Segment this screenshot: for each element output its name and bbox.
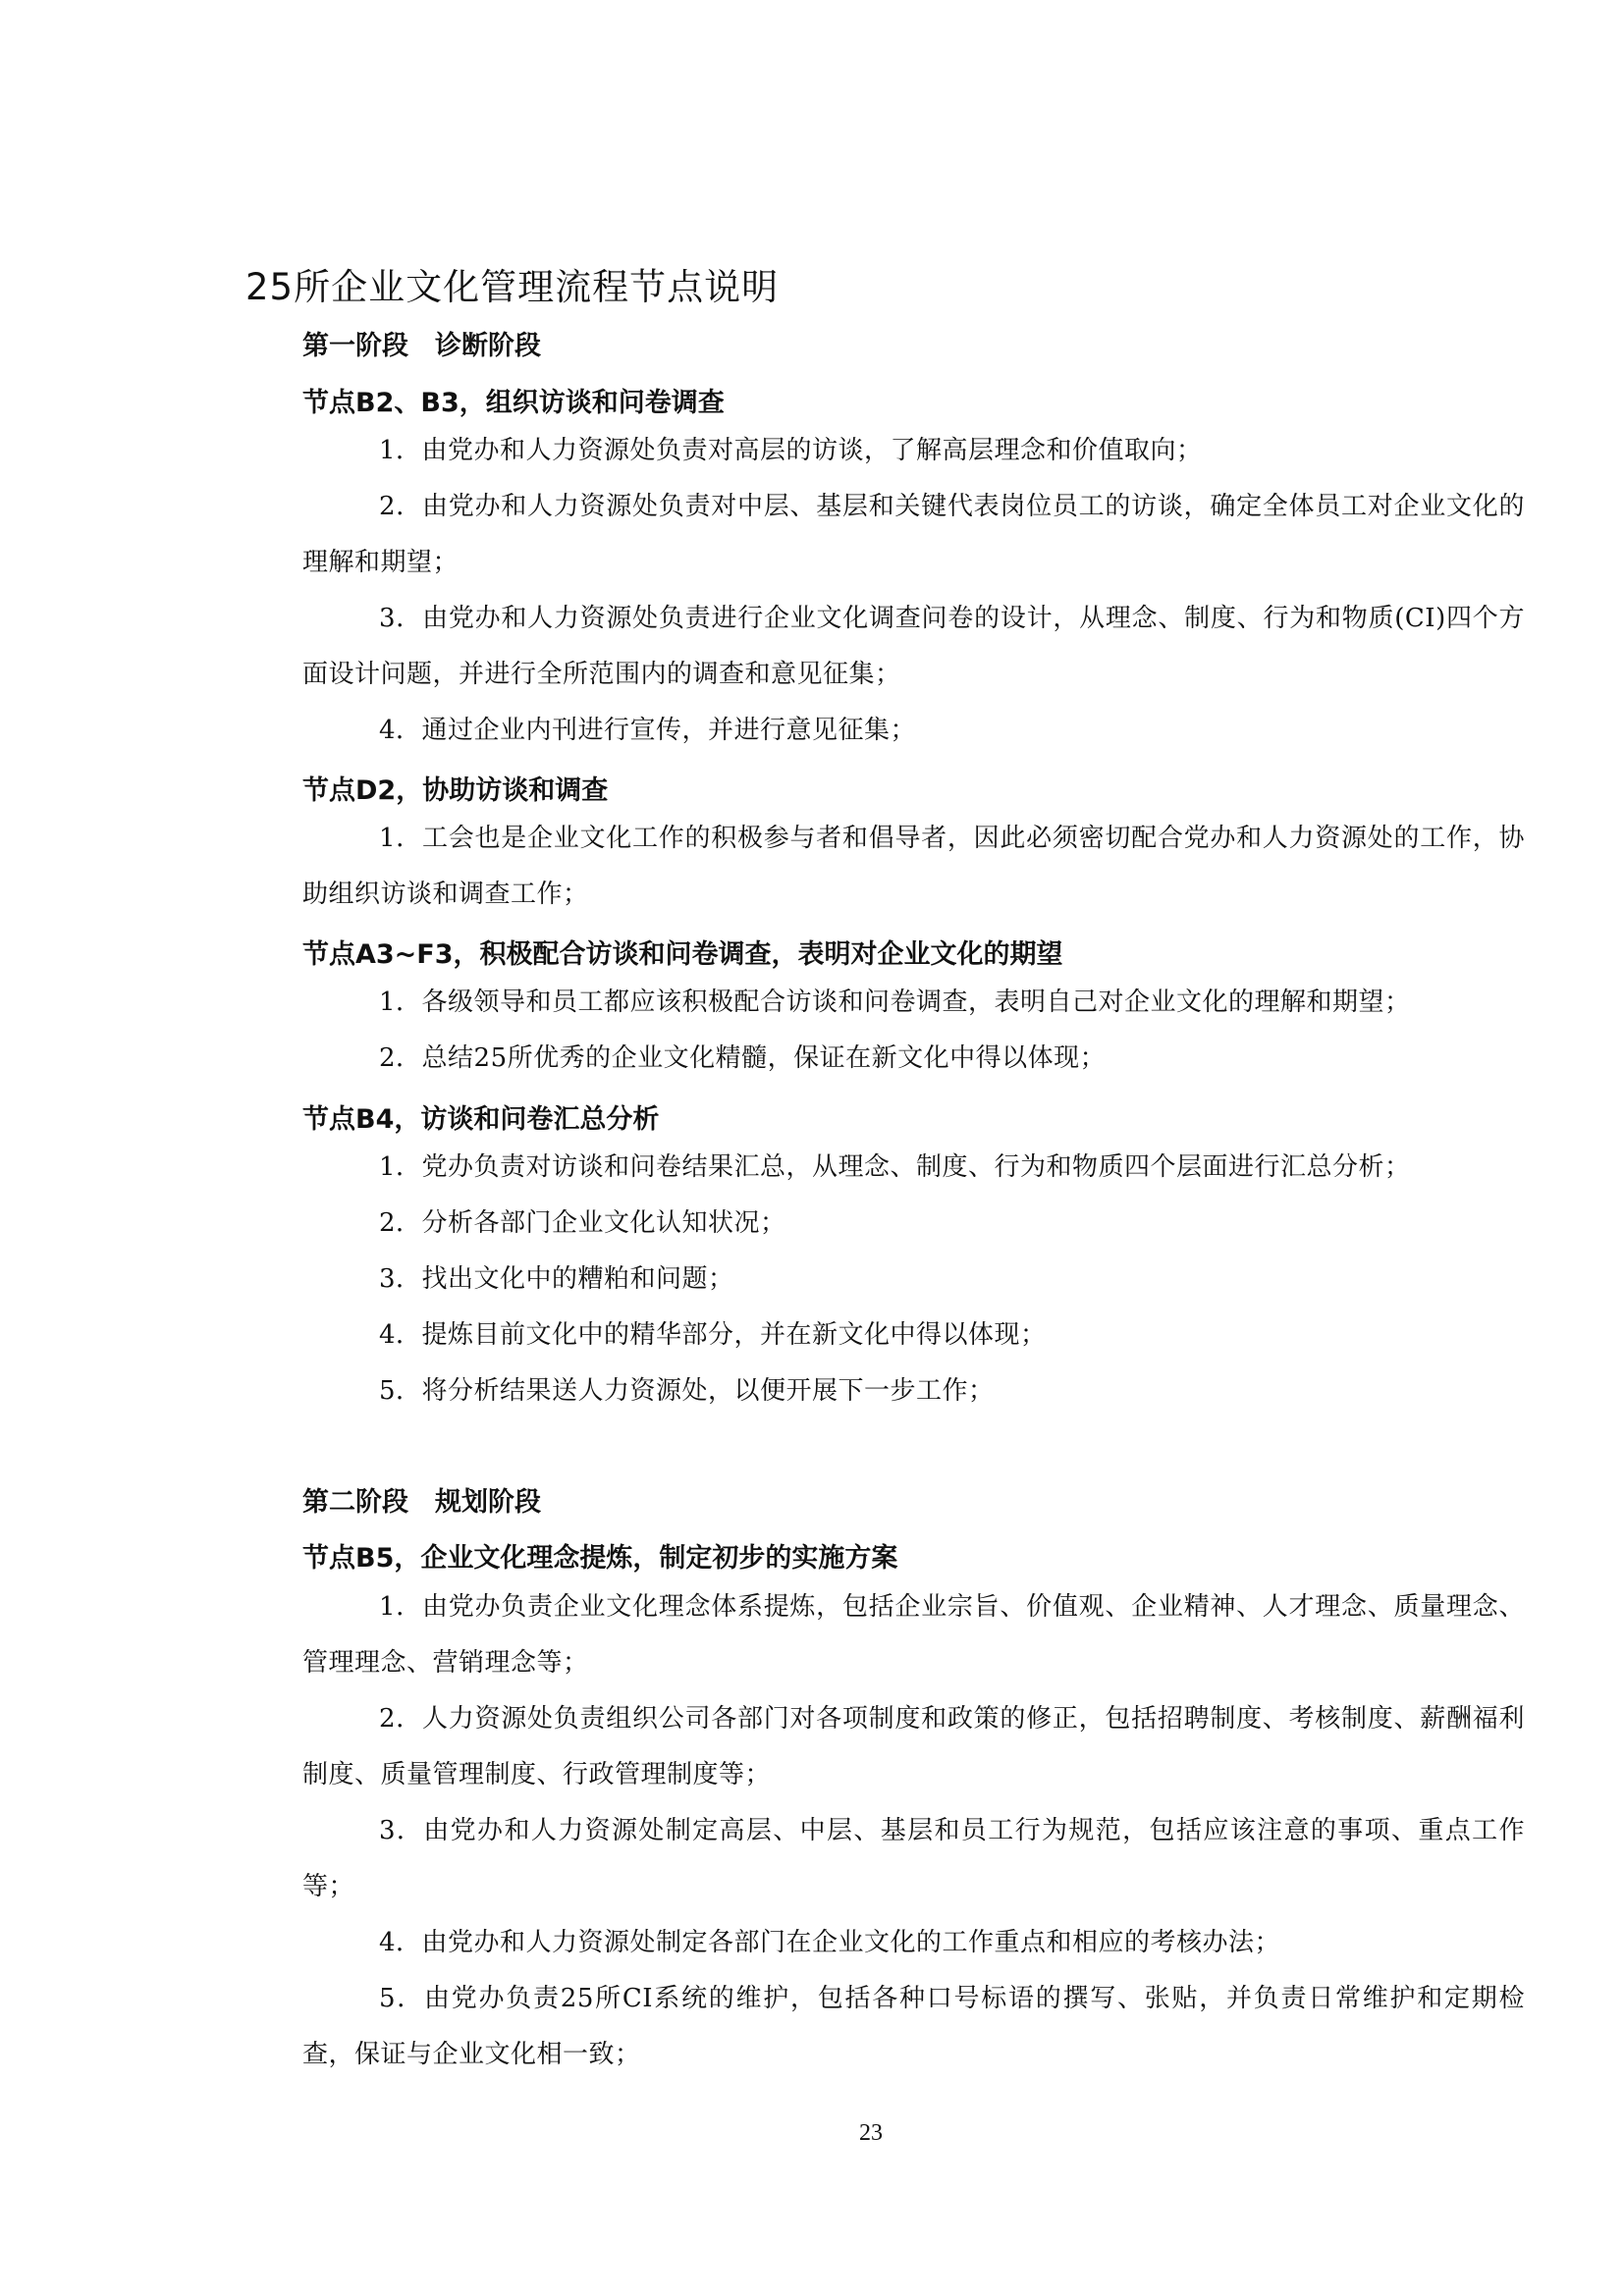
stage-1-heading: 第一阶段 诊断阶段	[302, 331, 541, 361]
node-b4-heading: 节点B4，访谈和问卷汇总分析	[302, 1104, 660, 1135]
node-b2-b3-heading: 节点B2、B3，组织访谈和问卷调查	[302, 388, 725, 418]
paragraph: 4．提炼目前文化中的精华部分，并在新文化中得以体现；	[379, 1320, 1047, 1350]
paragraph: 5．由党办负责25所CI系统的维护，包括各种口号标语的撰写、张贴，并负责日常维护和定期检查，保证与企业文化相一致；	[302, 1984, 1525, 2069]
paragraph: 1．由党办和人力资源处负责对高层的访谈，了解高层理念和价值取向；	[379, 436, 1203, 465]
node-d2-heading: 节点D2，协助访谈和调查	[302, 775, 609, 806]
page-number: 23	[859, 2120, 883, 2146]
paragraph: 5．将分析结果送人力资源处，以便开展下一步工作；	[379, 1376, 995, 1406]
paragraph: 3．找出文化中的糟粕和问题；	[379, 1264, 734, 1294]
paragraph: 4．由党办和人力资源处制定各部门在企业文化的工作重点和相应的考核办法；	[379, 1928, 1281, 1957]
paragraph: 2．分析各部门企业文化认知状况；	[379, 1208, 786, 1238]
paragraph: 3．由党办和人力资源处负责进行企业文化调查问卷的设计，从理念、制度、行为和物质(CI)四个方面设计问题，并进行全所范围内的调查和意见征集；	[302, 604, 1525, 689]
paragraph: 4．通过企业内刊进行宣传，并进行意见征集；	[379, 716, 917, 745]
stage-2-heading: 第二阶段 规划阶段	[302, 1487, 541, 1518]
node-b5-heading: 节点B5，企业文化理念提炼，制定初步的实施方案	[302, 1543, 898, 1574]
document-title: 25所企业文化管理流程节点说明	[245, 266, 780, 308]
paragraph: 2．人力资源处负责组织公司各部门对各项制度和政策的修正，包括招聘制度、考核制度、薪酬福利制度、质量管理制度、行政管理制度等；	[302, 1704, 1525, 1789]
node-a3-f3-heading: 节点A3~F3，积极配合访谈和问卷调查，表明对企业文化的期望	[302, 939, 1063, 970]
paragraph: 2．总结25所优秀的企业文化精髓，保证在新文化中得以体现；	[379, 1043, 1107, 1073]
paragraph: 1．工会也是企业文化工作的积极参与者和倡导者，因此必须密切配合党办和人力资源处的工作，协助组织访谈和调查工作；	[302, 824, 1525, 909]
paragraph: 1．党办负责对访谈和问卷结果汇总，从理念、制度、行为和物质四个层面进行汇总分析；	[379, 1152, 1411, 1182]
paragraph: 1．各级领导和员工都应该积极配合访谈和问卷调查，表明自己对企业文化的理解和期望；	[379, 988, 1411, 1017]
paragraph: 1．由党办负责企业文化理念体系提炼，包括企业宗旨、价值观、企业精神、人才理念、质量理念、管理理念、营销理念等；	[302, 1592, 1525, 1678]
paragraph: 2．由党办和人力资源处负责对中层、基层和关键代表岗位员工的访谈，确定全体员工对企业文化的理解和期望；	[302, 492, 1525, 577]
paragraph: 3．由党办和人力资源处制定高层、中层、基层和员工行为规范，包括应该注意的事项、重点工作等；	[302, 1816, 1525, 1901]
